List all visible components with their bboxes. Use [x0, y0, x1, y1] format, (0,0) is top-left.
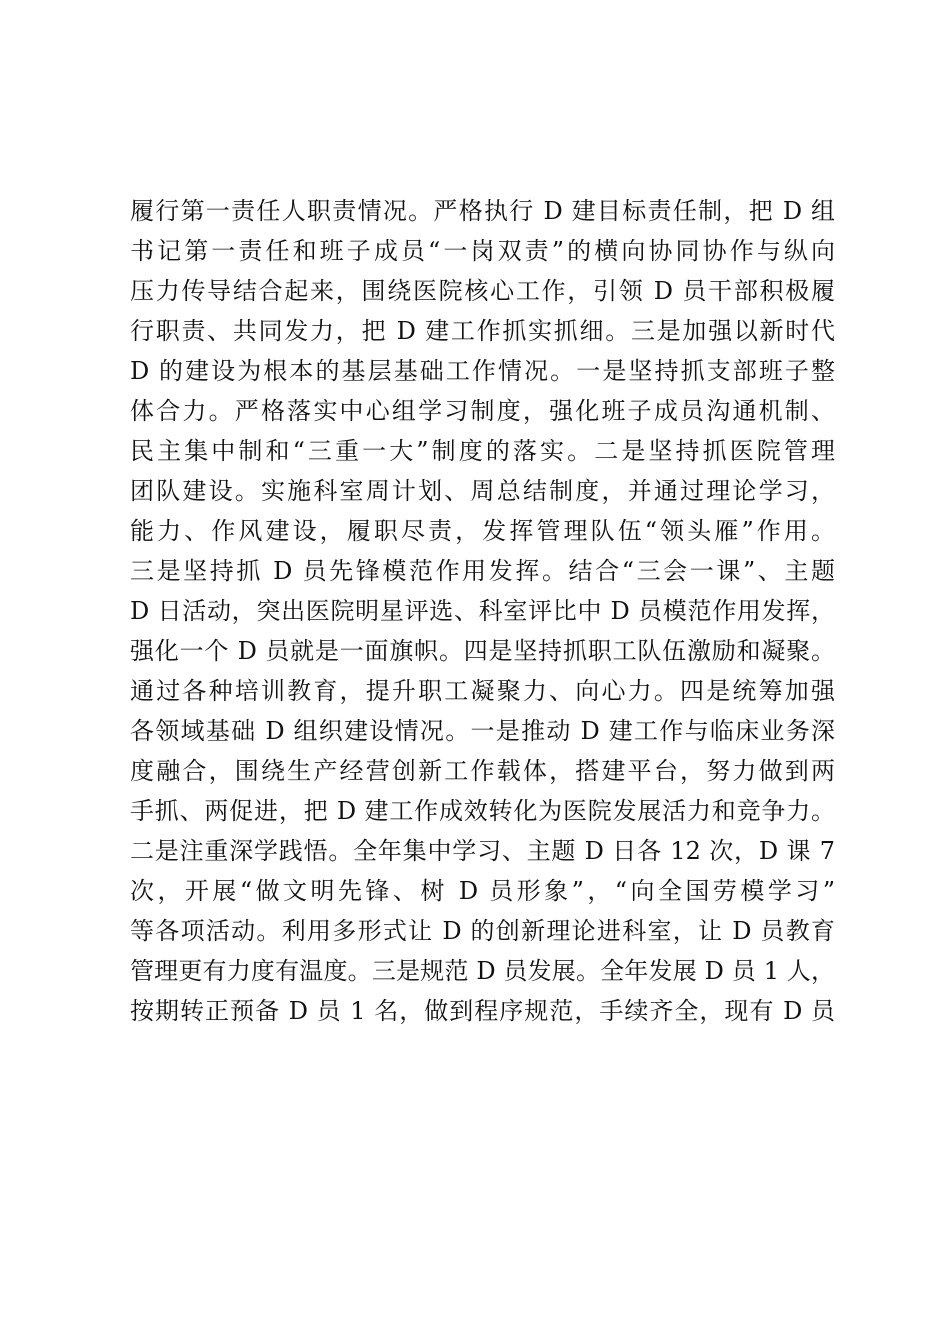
text-line: D 日活动，突出医院明星评选、科室评比中 D 员模范作用发挥， [130, 597, 835, 625]
text-line: 压力传导结合起来，围绕医院核心工作，引领 D 员干部积极履 [130, 277, 835, 305]
text-line: 各领域基础 D 组织建设情况。一是推动 D 建工作与临床业务深 [130, 717, 835, 745]
text-line: 强化一个 D 员就是一面旗帜。四是坚持抓职工队伍激励和凝聚。 [130, 637, 835, 665]
document-body-text [130, 191, 835, 1031]
text-line: 等各项活动。利用多形式让 D 的创新理论进科室，让 D 员教育 [130, 917, 835, 945]
text-line: 书记第一责任和班子成员“一岗双责”的横向协同协作与纵向 [130, 237, 835, 265]
text-line: 次，开展“做文明先锋、树 D 员形象”，“向全国劳模学习” [130, 877, 835, 905]
text-line: 管理更有力度有温度。三是规范 D 员发展。全年发展 D 员 1 人， [130, 957, 835, 985]
text-line: 能力、作风建设，履职尽责，发挥管理队伍“领头雁”作用。 [130, 517, 835, 545]
text-line: 按期转正预备 D 员 1 名，做到程序规范，手续齐全，现有 D 员 [130, 997, 835, 1025]
text-line: 度融合，围绕生产经营创新工作载体，搭建平台，努力做到两 [130, 757, 835, 785]
text-line: 体合力。严格落实中心组学习制度，强化班子成员沟通机制、 [130, 397, 835, 425]
text-line: 民主集中制和“三重一大”制度的落实。二是坚持抓医院管理 [130, 437, 835, 465]
text-line: 团队建设。实施科室周计划、周总结制度，并通过理论学习， [130, 477, 835, 505]
text-line: 通过各种培训教育，提升职工凝聚力、向心力。四是统筹加强 [130, 677, 835, 705]
text-line: 行职责、共同发力，把 D 建工作抓实抓细。三是加强以新时代 [130, 317, 835, 345]
text-line: 二是注重深学践悟。全年集中学习、主题 D 日各 12 次，D 课 7 [130, 837, 835, 865]
text-line: 三是坚持抓 D 员先锋模范作用发挥。结合“三会一课”、主题 [130, 557, 835, 585]
text-line: 手抓、两促进，把 D 建工作成效转化为医院发展活力和竞争力。 [130, 797, 835, 825]
text-line: 履行第一责任人职责情况。严格执行 D 建目标责任制，把 D 组 [130, 197, 835, 225]
text-line: D 的建设为根本的基层基础工作情况。一是坚持抓支部班子整 [130, 357, 835, 385]
